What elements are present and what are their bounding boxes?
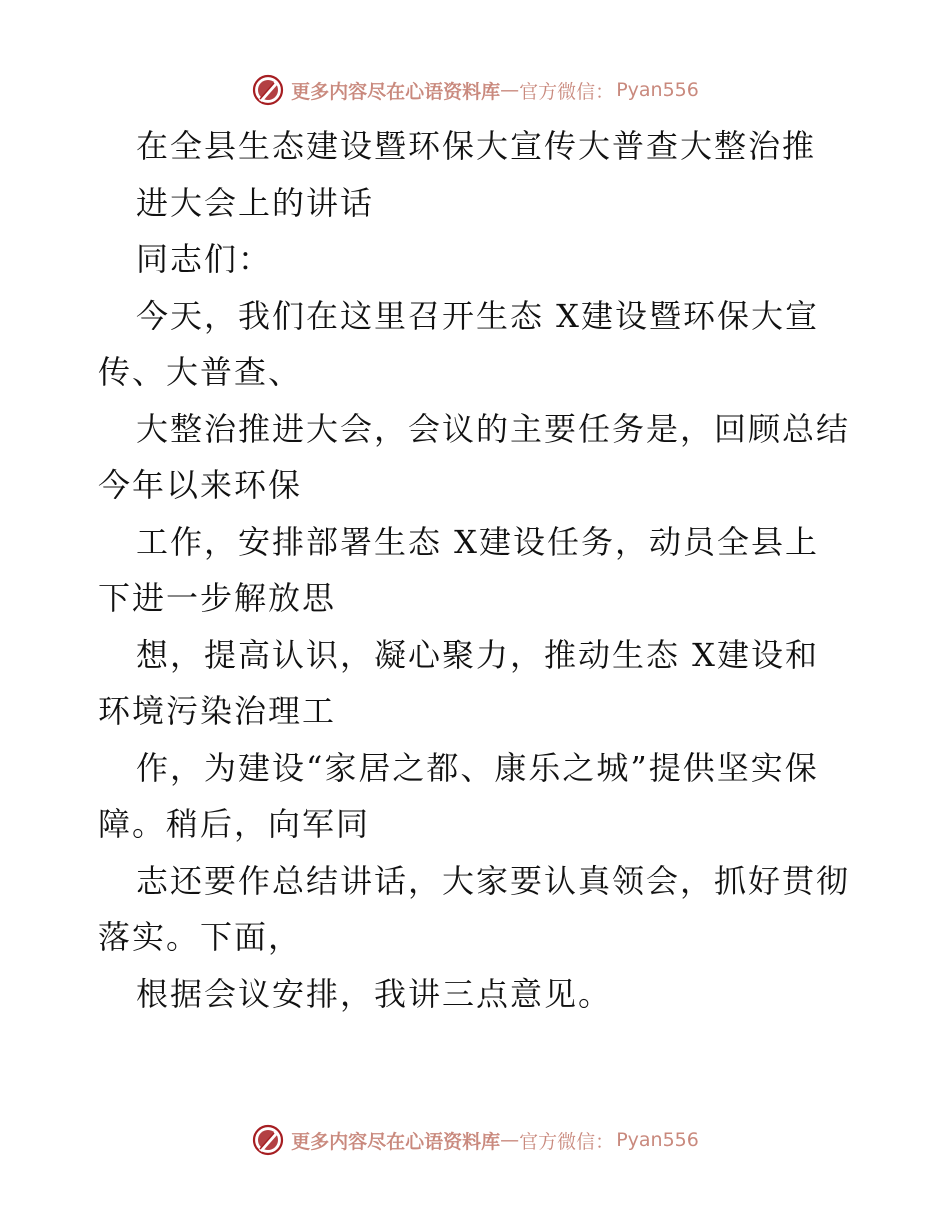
quill-logo-icon [251,73,285,107]
paragraph-line: 根据会议安排，我讲三点意见。 [136,974,613,1013]
banner-separator: — [500,79,520,101]
document-title-line-1: 在全县生态建设暨环保大宣传大普查大整治推 [136,127,817,165]
paragraph-line: 工作，安排部署生态 X建设任务，动员全县上 [136,522,819,561]
header-banner [0,70,950,110]
paragraph-line: 传、大普查、 [98,353,303,391]
paragraph-line: 环境污染治理工 [98,692,337,730]
salutation: 同志们： [136,240,273,278]
banner-separator: — [500,1129,520,1151]
paragraph-line: 今天，我们在这里召开生态 X建设暨环保大宣 [136,296,819,335]
document-body [98,118,878,1022]
document-title-line-2: 进大会上的讲话 [136,183,375,222]
banner-main-text: 更多内容尽在心语资料库 [291,80,501,103]
paragraph-line: 大整治推进大会，会议的主要任务是，回顾总结 [136,409,851,448]
banner-wechat-label: 官方微信： [519,80,615,103]
paragraph-line: 想，提高认识，凝心聚力，推动生态 X建设和 [136,635,819,674]
footer-banner [0,1120,950,1160]
quill-logo-icon [251,1123,285,1157]
paragraph-line: 志还要作总结讲话，大家要认真领会，抓好贯彻 [136,861,851,900]
banner-wechat-id: Pyan556 [616,79,699,101]
banner-wechat-id: Pyan556 [616,1129,699,1151]
banner-wechat-label: 官方微信： [519,1130,615,1153]
banner-main-text: 更多内容尽在心语资料库 [291,1130,501,1153]
paragraph-line: 作，为建设“家居之都、康乐之城”提供坚实保 [136,748,819,787]
paragraph-line: 落实。下面， [98,918,303,956]
paragraph-line: 今年以来环保 [98,466,303,504]
paragraph-line: 下进一步解放思 [98,579,337,617]
paragraph-line: 障。稍后，向军同 [98,805,371,843]
